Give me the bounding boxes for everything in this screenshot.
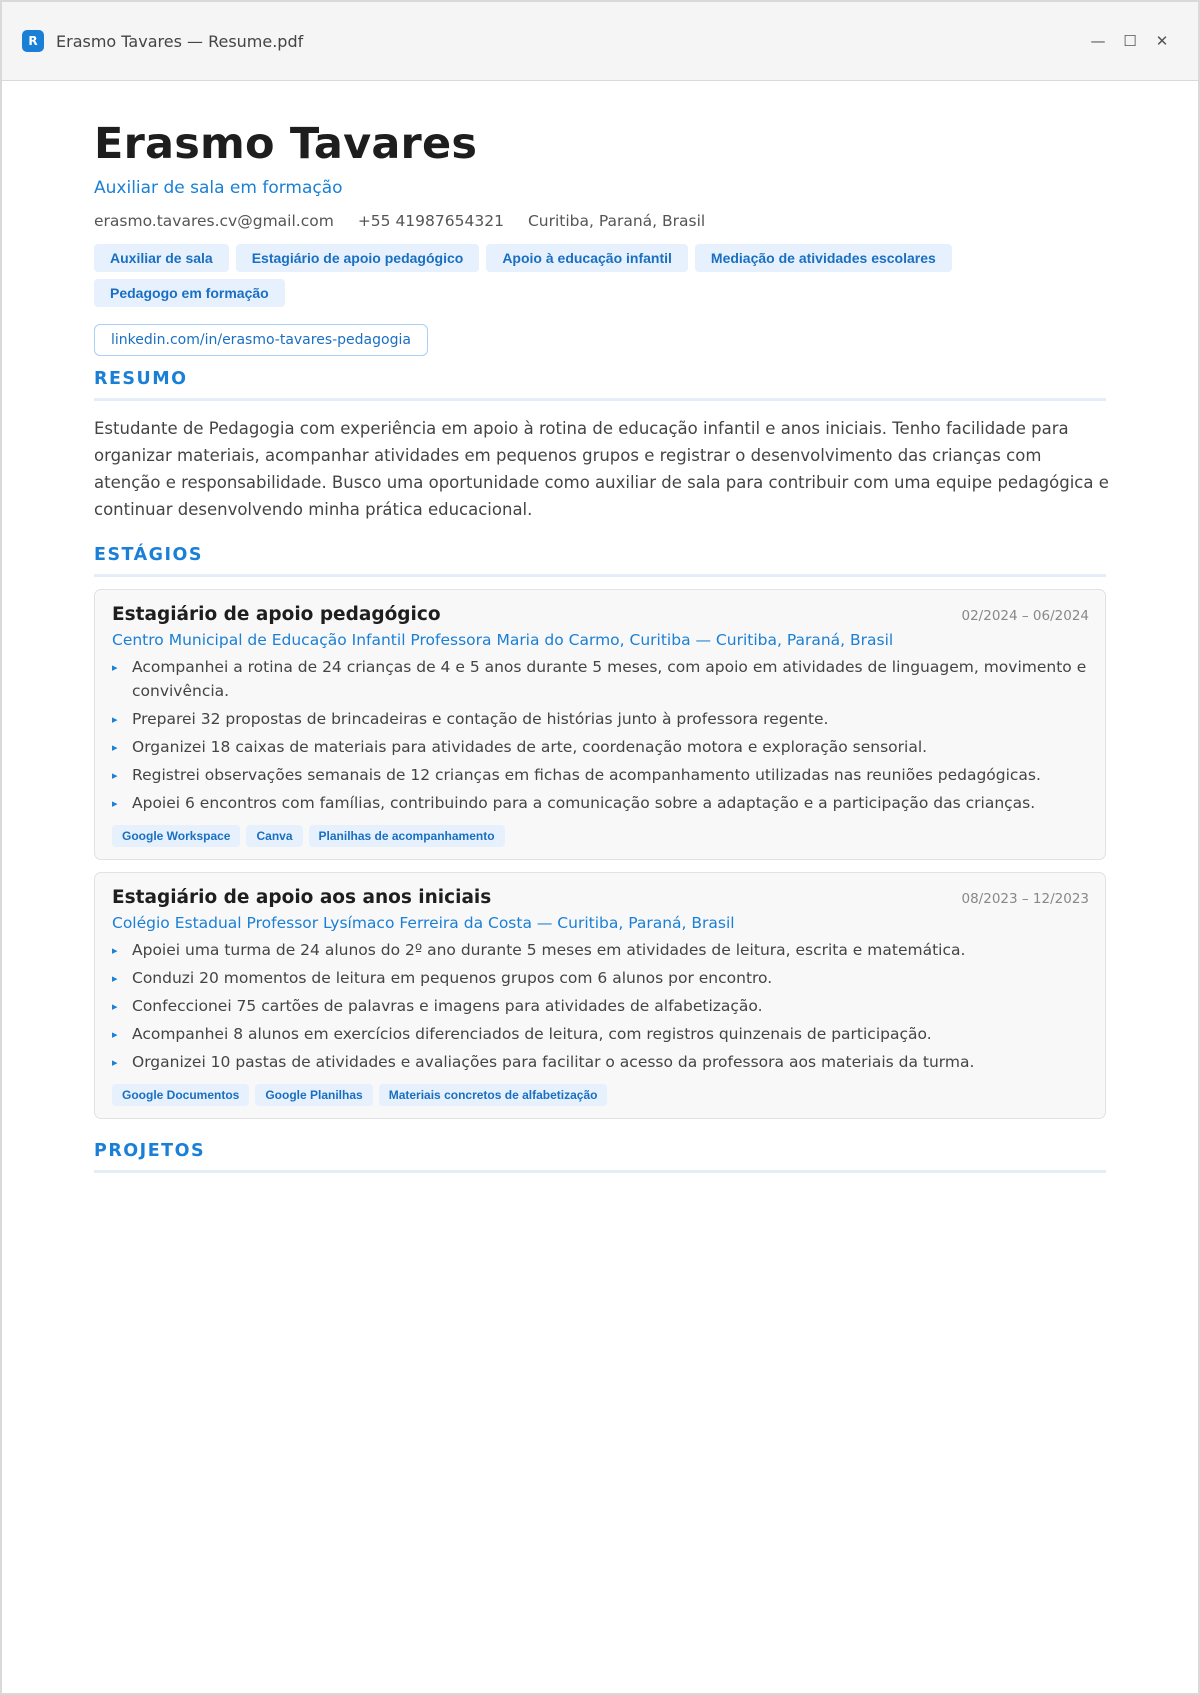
role-tag: Estagiário de apoio pedagógico <box>236 244 480 272</box>
internship-organization: Colégio Estadual Professor Lysímaco Ferreira da Costa — Curitiba, Paraná, Brasil <box>112 914 735 933</box>
candidate-headline: Auxiliar de sala em formação <box>94 178 343 199</box>
summary-text: Estudante de Pedagogia com experiência em apoio à rotina de educação infantil e anos iniciais. Tenho facilidade para organizar materiais, acompanhar atividades em pequenos grupos e registrar o desenvolvimento das crianças com atenção e responsabilidade. Busco uma oportunidade como auxiliar de sala para contribuir com uma equipe pedagógica e continuar desenvolvendo minha prática educacional. <box>94 419 1109 520</box>
contact-phone: +55 41987654321 <box>357 212 504 231</box>
window-title: Erasmo Tavares — Resume.pdf <box>56 31 304 51</box>
skill-tag: Google Planilhas <box>255 1084 372 1106</box>
title-bar <box>2 2 1198 81</box>
internship-card <box>94 589 1106 860</box>
internship-dates: 02/2024 – 06/2024 <box>961 608 1089 625</box>
list-item: ▸ Preparei 32 propostas de brincadeiras e contação de histórias junto à professora regente. <box>112 707 1089 731</box>
skill-tag: Google Workspace <box>112 825 240 847</box>
internship-role: Estagiário de apoio aos anos iniciais <box>112 887 492 909</box>
list-item: ▸ Acompanhei 8 alunos em exercícios diferenciados de leitura, com registros quinzenais de participação. <box>112 1022 1089 1046</box>
list-item: ▸ Apoiei uma turma de 24 alunos do 2º ano durante 5 meses em atividades de leitura, escrita e matemática. <box>112 938 1089 962</box>
resume-document <box>2 81 1198 1173</box>
skill-tag: Canva <box>246 825 302 847</box>
internship-card <box>94 872 1106 1119</box>
skill-tag: Materiais concretos de alfabetização <box>379 1084 608 1106</box>
maximize-button[interactable]: ☐ <box>1123 32 1137 50</box>
internship-role: Estagiário de apoio pedagógico <box>112 604 441 626</box>
section-title-summary: RESUMO <box>94 369 1106 401</box>
minimize-button[interactable]: — <box>1090 32 1106 50</box>
role-tag: Auxiliar de sala <box>94 244 229 272</box>
linkedin-link[interactable]: linkedin.com/in/erasmo-tavares-pedagogia <box>94 324 428 356</box>
role-tag: Apoio à educação infantil <box>486 244 688 272</box>
candidate-name: Erasmo Tavares <box>94 119 478 169</box>
list-item: ▸ Conduzi 20 momentos de leitura em pequenos grupos com 6 alunos por encontro. <box>112 966 1089 990</box>
section-title-internships: ESTÁGIOS <box>94 545 1106 577</box>
list-item: ▸ Confeccionei 75 cartões de palavras e imagens para atividades de alfabetização. <box>112 994 1089 1018</box>
list-item: ▸ Apoiei 6 encontros com famílias, contribuindo para a comunicação sobre a adaptação e a participação das crianças. <box>112 791 1089 815</box>
list-item: ▸ Organizei 18 caixas de materiais para atividades de arte, coordenação motora e exploração sensorial. <box>112 735 1089 759</box>
app-icon: R <box>22 30 44 52</box>
internship-bullets <box>112 938 1089 1074</box>
internship-organization: Centro Municipal de Educação Infantil Professora Maria do Carmo, Curitiba — Curitiba, Paraná, Brasil <box>112 631 894 650</box>
internship-dates: 08/2023 – 12/2023 <box>961 891 1089 908</box>
list-item: ▸ Acompanhei a rotina de 24 crianças de 4 e 5 anos durante 5 meses, com apoio em atividades de linguagem, movimento e convivência. <box>112 655 1089 703</box>
skill-tags <box>112 1084 1089 1106</box>
section-title-projects: PROJETOS <box>94 1141 1106 1173</box>
skill-tag: Google Documentos <box>112 1084 249 1106</box>
role-tags <box>94 244 994 307</box>
close-button[interactable]: ✕ <box>1155 32 1169 50</box>
list-item: ▸ Organizei 10 pastas de atividades e avaliações para facilitar o acesso da professora aos materiais da turma. <box>112 1050 1089 1074</box>
role-tag: Pedagogo em formação <box>94 279 285 307</box>
skill-tags <box>112 825 1089 847</box>
contact-location: Curitiba, Paraná, Brasil <box>527 212 706 231</box>
contact-row <box>94 212 1106 230</box>
contact-email[interactable]: erasmo.tavares.cv@gmail.com <box>94 212 334 231</box>
skill-tag: Planilhas de acompanhamento <box>309 825 505 847</box>
list-item: ▸ Registrei observações semanais de 12 crianças em fichas de acompanhamento utilizadas nas reuniões pedagógicas. <box>112 763 1089 787</box>
role-tag: Mediação de atividades escolares <box>695 244 952 272</box>
internship-bullets <box>112 655 1089 815</box>
